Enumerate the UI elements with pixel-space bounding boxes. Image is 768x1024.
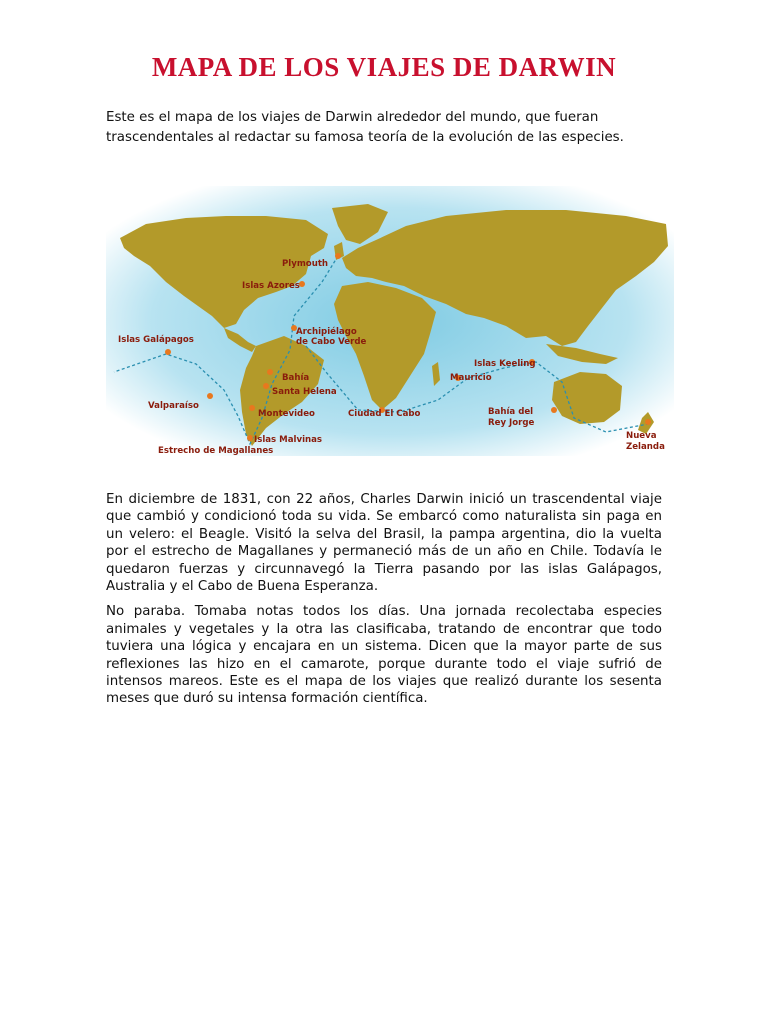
stop-montevideo [249,405,255,411]
label-islas-malvinas: Islas Malvinas [254,435,323,445]
label-archipielago-line1: Archipiélago [296,327,357,337]
intro-paragraph: Este es el mapa de los viajes de Darwin alrededor del mundo, que fueran trascendentales al redactar su famosa teoría de la evolución de las especies. [106,110,624,145]
label-nueva: Nueva [626,431,657,441]
world-map-image [106,186,674,456]
label-bahia: Bahía [282,373,310,383]
label-plymouth: Plymouth [282,259,329,269]
paragraph-2: No paraba. Tomaba notas todos los días. Una jornada recolectaba especies animales y vegetales y la otra las clasificaba, tratando de encontrar que todo tuviera una lógica y encajara en un sistema. Dicen que la mayor parte de sus reflexiones las hizo en el camarote, porque durante todo el viaje sufrió de intensos mareos. Este es el mapa de los viajes que realizó durante los sesenta meses que duró su intensa formación científica. [106,604,662,707]
stop-santa-helena [263,383,269,389]
label-rey-jorge: Rey Jorge [488,418,535,428]
page-title: MAPA DE LOS VIAJES DE DARWIN [151,52,617,82]
stop-valparaiso [207,393,213,399]
stop-plymouth [335,253,341,259]
paragraph-1: En diciembre de 1831, con 22 años, Charles Darwin inició un trascendental viaje que cambió y condicionó toda su vida. Se embarcó como naturalista sin paga en un velero: el Beagle. Visitó la selva del Brasil, la pampa argentina, dio la vuelta por el estrecho de Magallanes y permaneció más de un año en Chile. Todavía le quedaron fuerzas y circunnavegó la Tierra pasando por las islas Galápagos, Australia y el Cabo de Buena Esperanza. [106,492,662,595]
stop-nueva-zelanda [645,419,651,425]
body-text [106,491,662,716]
label-estrecho-magallanes: Estrecho de Magallanes [158,446,274,456]
stop-bahia-rey-jorge [551,407,557,413]
label-santa-helena: Santa Helena [272,387,337,397]
label-mauricio: Mauricio [450,373,492,383]
label-islas-galapagos: Islas Galápagos [118,335,194,345]
stop-bahia [267,369,273,375]
australia-landmass [552,372,622,424]
stop-islas-malvinas [247,435,253,441]
label-bahia-del: Bahía del [488,407,534,417]
label-zelanda: Zelanda [626,442,665,452]
label-ciudad-el-cabo: Ciudad El Cabo [348,409,421,419]
label-islas-keeling: Islas Keeling [474,359,536,369]
stop-islas-galapagos [165,349,171,355]
label-archipielago-line2: de Cabo Verde [296,337,367,347]
voyage-map [106,186,674,456]
label-valparaiso: Valparaíso [148,401,199,411]
label-montevideo: Montevideo [258,409,315,419]
label-islas-azores: Islas Azores [242,281,300,291]
